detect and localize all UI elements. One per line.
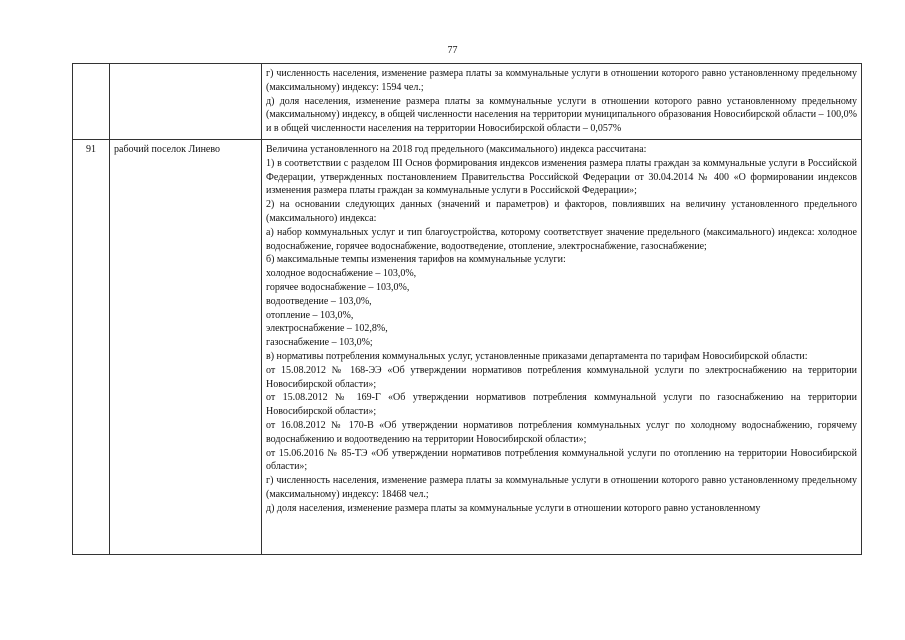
paragraph: 2) на основании следующих данных (значений и параметров) и факторов, повлиявших на величину установленного предельного (максимального) индекса: [266,199,857,224]
paragraph: а) набор коммунальных услуг и тип благоустройства, которому соответствует значение предельного (максимального) индекса: холодное водоснабжение, горячее водоснабжение, водоотведение, отопление, электроснабжение, газоснабжение; [266,226,857,252]
paragraph: д) доля населения, изменение размера платы за коммунальные услуги в отношении которого равно установленному предельному (максимальному) индексу, в общей численности населения на территории муниципального образования Новосибирской области – 100,0% и в общей численности населения на территории Новосибирской области – 0,057% [266,95,857,135]
paragraph: от 15.08.2012 № 169-Г «Об утверждении нормативов потребления коммунальной услуги по газоснабжению на территории Новосибирской области»; [266,392,857,418]
page-number: 77 [447,45,458,56]
paragraph: электроснабжение – 102,8%, [266,323,388,335]
paragraph: Величина установленного на 2018 год предельного (максимального) индекса рассчитана: [266,143,647,155]
paragraph: б) максимальные темпы изменения тарифов на коммунальные услуги: [266,254,566,266]
description-content [266,143,857,554]
paragraph: газоснабжение – 103,0%; [266,337,373,349]
description-cell [262,64,862,140]
paragraph: от 15.06.2016 № 85-ТЭ «Об утверждении нормативов потребления коммунальной услуги по отоплению на территории Новосибирской области»; [266,447,857,473]
paragraph: д) доля населения, изменение размера платы за коммунальные услуги в отношении которого равно установленному [266,502,761,514]
paragraph: холодное водоснабжение – 103,0%, [266,268,417,280]
index-table [72,63,862,555]
paragraph: водоотведение – 103,0%, [266,295,372,307]
paragraph: от 16.08.2012 № 170-В «Об утверждении нормативов потребления коммунальных услуг по холодному водоснабжению, горячему водоснабжению и водоотведению на территории Новосибирской области»; [266,419,857,445]
paragraph: в) нормативы потребления коммунальных услуг, установленные приказами департамента по тарифам Новосибирской области: [266,350,808,362]
paragraph: горячее водоснабжение – 103,0%, [266,281,410,293]
paragraph: г) численность населения, изменение размера платы за коммунальные услуги в отношении которого равно установленному предельному (максимальному) индексу: 1594 чел.; [266,68,857,93]
paragraph: от 15.08.2012 № 168-ЭЭ «Об утверждении нормативов потребления коммунальной услуги по электроснабжению на территории Новосибирской области»; [266,364,857,390]
table-row [73,139,862,554]
row-number-cell [73,64,110,140]
paragraph: 1) в соответствии с разделом III Основ формирования индексов изменения размера платы граждан за коммунальные услуги в Российской Федерации, утвержденных постановлением Правительства Российской Федерации от 30.04.2014 № 400 «О формировании индексов изменения размера платы граждан за коммунальные услуги в Российской Федерации»; [266,157,857,197]
municipality-name-cell [110,64,262,140]
paragraph: отопление – 103,0%, [266,309,354,321]
municipality-name-cell: рабочий поселок Линево [110,139,262,554]
table-row [73,64,862,140]
description-cell [262,139,862,554]
paragraph: г) численность населения, изменение размера платы за коммунальные услуги в отношении которого равно установленному предельному (максимальному) индексу: 18468 чел.; [266,475,857,500]
row-number-cell: 91 [73,139,110,554]
